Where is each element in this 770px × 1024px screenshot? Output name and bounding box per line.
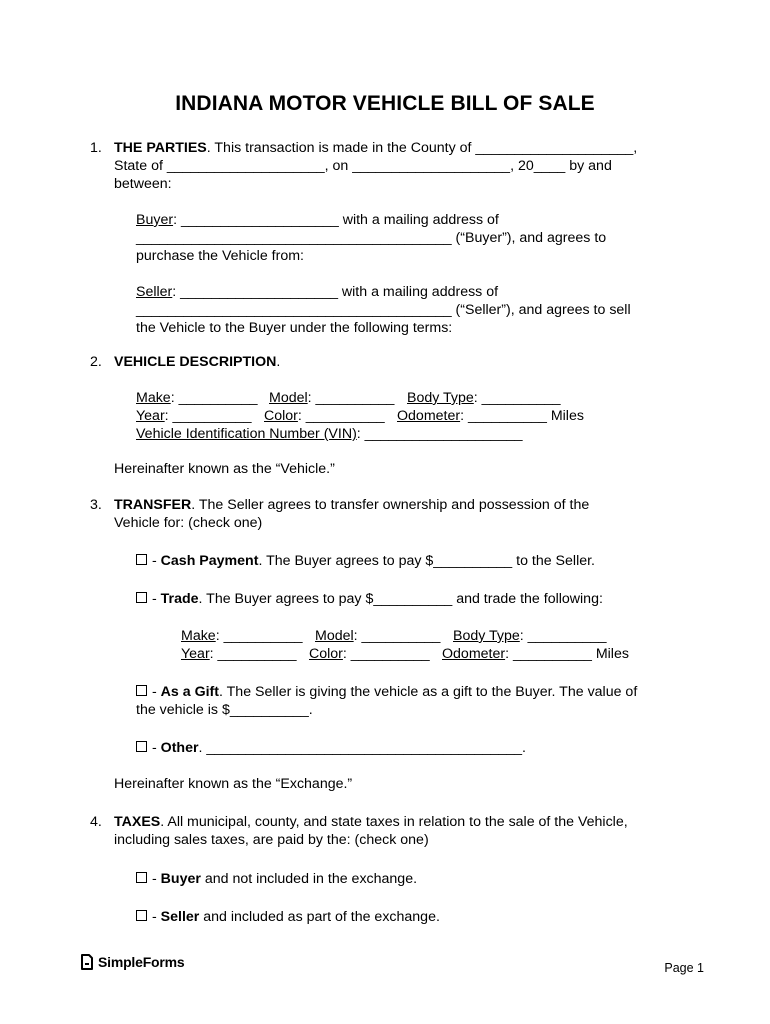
vehicle-body-field <box>407 389 561 407</box>
vehicle-body-blank: : __________ <box>473 390 561 406</box>
gift-heading: As a Gift <box>160 684 220 700</box>
option-tax-seller[interactable] <box>136 908 440 926</box>
section-3-heading: TRANSFER <box>114 497 192 513</box>
section-3-line-1 <box>114 496 589 514</box>
section-4-text-1: . All municipal, county, and state taxes in relation to the sale of the Vehicle, <box>160 814 628 830</box>
trade-odometer-blank: : __________ Miles <box>505 646 629 662</box>
trade-body-blank: : __________ <box>519 628 607 644</box>
option-tax-buyer[interactable] <box>136 870 417 888</box>
section-2-heading-end: . <box>276 354 281 370</box>
section-1-heading: THE PARTIES <box>114 140 207 156</box>
tax-buyer-heading: Buyer <box>160 871 201 887</box>
tax-seller-text: and included as part of the exchange. <box>199 909 440 925</box>
option-trade[interactable] <box>136 590 603 608</box>
logo-text: SimpleForms <box>98 954 185 970</box>
other-checkbox[interactable] <box>136 741 147 752</box>
page-title: INDIANA MOTOR VEHICLE BILL OF SALE <box>175 92 595 115</box>
seller-line-3: the Vehicle to the Buyer under the following terms: <box>136 320 453 336</box>
trade-text: . The Buyer agrees to pay $__________ and trade the following: <box>198 591 603 607</box>
trade-make-field <box>181 627 303 645</box>
section-1-line-2: State of ____________________, on ____________________, 20____ by and <box>114 158 612 174</box>
section-2-number: 2. <box>90 354 102 370</box>
vehicle-make-field <box>136 389 258 407</box>
buyer-line-1 <box>136 211 499 229</box>
vehicle-model-blank: : __________ <box>307 390 395 406</box>
vehicle-hereinafter: Hereinafter known as the “Vehicle.” <box>114 461 335 477</box>
section-3-line-2: Vehicle for: (check one) <box>114 515 263 531</box>
vehicle-model-field <box>269 389 394 407</box>
vehicle-color-field <box>264 407 385 425</box>
trade-checkbox[interactable] <box>136 592 147 603</box>
gift-checkbox[interactable] <box>136 685 147 696</box>
trade-year-label: Year <box>181 646 210 662</box>
tax-seller-dash: - <box>152 909 161 925</box>
trade-make-blank: : __________ <box>215 628 303 644</box>
section-2-line-1 <box>114 353 280 371</box>
vehicle-body-label: Body Type <box>407 390 474 406</box>
document-icon <box>80 954 94 970</box>
other-dash: - <box>152 740 161 756</box>
seller-text-1: : ____________________ with a mailing address of <box>172 284 499 300</box>
trade-color-field <box>309 645 430 663</box>
other-text: . ________________________________________. <box>198 740 526 756</box>
vehicle-year-blank: : __________ <box>164 408 252 424</box>
tax-buyer-text: and not included in the exchange. <box>200 871 418 887</box>
tax-seller-heading: Seller <box>160 909 200 925</box>
option-other[interactable] <box>136 739 526 757</box>
trade-make-label: Make <box>181 628 216 644</box>
buyer-line-2: ________________________________________ (“Buyer”), and agrees to <box>136 230 607 246</box>
trade-heading: Trade <box>160 591 199 607</box>
section-1-text-1: . This transaction is made in the County of ____________________, <box>206 140 638 156</box>
section-3-text-1: . The Seller agrees to transfer ownership and possession of the <box>191 497 590 513</box>
trade-odometer-label: Odometer <box>442 646 506 662</box>
tax-buyer-dash: - <box>152 871 161 887</box>
trade-model-field <box>315 627 440 645</box>
vehicle-make-label: Make <box>136 390 171 406</box>
trade-year-field <box>181 645 296 663</box>
section-4-line-1 <box>114 813 628 831</box>
gift-line-2: the vehicle is $__________. <box>136 702 313 718</box>
cash-payment-text: . The Buyer agrees to pay $__________ to the Seller. <box>258 553 595 569</box>
trade-color-label: Color <box>309 646 343 662</box>
seller-line-1 <box>136 283 498 301</box>
trade-year-blank: : __________ <box>209 646 297 662</box>
simpleforms-logo <box>80 953 185 971</box>
vehicle-vin-label: Vehicle Identification Number (VIN) <box>136 426 357 442</box>
cash-payment-checkbox[interactable] <box>136 554 147 565</box>
vehicle-vin-blank: : ____________________ <box>356 426 523 442</box>
vehicle-odometer-label: Odometer <box>397 408 461 424</box>
trade-model-label: Model <box>315 628 354 644</box>
exchange-hereinafter: Hereinafter known as the “Exchange.” <box>114 776 353 792</box>
page-number: Page 1 <box>664 961 704 975</box>
section-1-line-1 <box>114 139 637 157</box>
vehicle-color-label: Color <box>264 408 298 424</box>
section-2-heading: VEHICLE DESCRIPTION <box>114 354 277 370</box>
section-1-number: 1. <box>90 140 102 156</box>
trade-odometer-field <box>442 645 629 663</box>
buyer-line-3: purchase the Vehicle from: <box>136 248 304 264</box>
vehicle-make-blank: : __________ <box>170 390 258 406</box>
section-4-heading: TAXES <box>114 814 161 830</box>
vehicle-color-blank: : __________ <box>297 408 385 424</box>
seller-label: Seller <box>136 284 173 300</box>
section-4-line-2: including sales taxes, are paid by the: (check one) <box>114 832 429 848</box>
tax-buyer-checkbox[interactable] <box>136 872 147 883</box>
gift-text: . The Seller is giving the vehicle as a gift to the Buyer. The value of <box>219 684 638 700</box>
option-cash-payment[interactable] <box>136 552 595 570</box>
trade-body-label: Body Type <box>453 628 520 644</box>
seller-line-2: ________________________________________ (“Seller”), and agrees to sell <box>136 302 631 318</box>
tax-seller-checkbox[interactable] <box>136 910 147 921</box>
option-gift[interactable] <box>136 683 637 701</box>
section-3-number: 3. <box>90 497 102 513</box>
trade-body-field <box>453 627 607 645</box>
section-4-number: 4. <box>90 814 102 830</box>
vehicle-year-label: Year <box>136 408 165 424</box>
gift-dash: - <box>152 684 161 700</box>
vehicle-year-field <box>136 407 251 425</box>
cash-payment-heading: Cash Payment <box>160 553 259 569</box>
vehicle-model-label: Model <box>269 390 308 406</box>
trade-color-blank: : __________ <box>342 646 430 662</box>
buyer-label: Buyer <box>136 212 174 228</box>
cash-dash: - <box>152 553 161 569</box>
vehicle-odometer-blank: : __________ Miles <box>460 408 584 424</box>
vehicle-odometer-field <box>397 407 584 425</box>
trade-dash: - <box>152 591 161 607</box>
other-heading: Other <box>160 740 199 756</box>
trade-model-blank: : __________ <box>353 628 441 644</box>
section-1-line-3: between: <box>114 176 172 192</box>
buyer-text-1: : ____________________ with a mailing address of <box>173 212 499 228</box>
vehicle-vin-field <box>136 425 523 443</box>
